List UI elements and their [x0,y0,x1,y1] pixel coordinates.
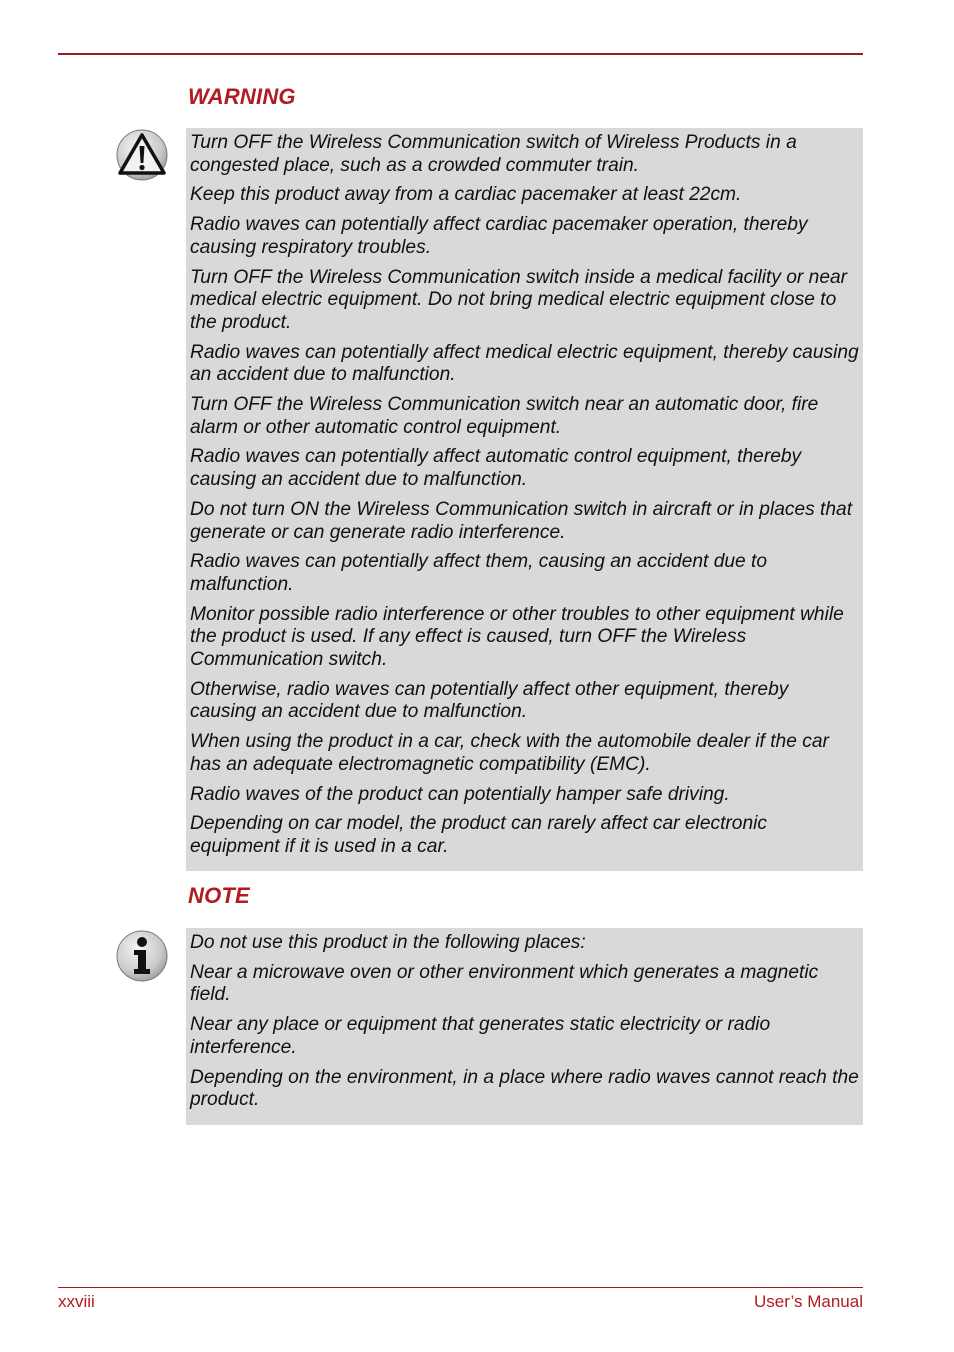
warning-paragraph: Radio waves can potentially affect cardiac pacemaker operation, thereby causing respiratory troubles. [190,214,808,258]
warning-paragraph: Do not turn ON the Wireless Communication switch in aircraft or in places that generate or can generate radio interference. [190,498,853,543]
header-rule [58,53,863,55]
warning-box [186,128,863,871]
page-number: xxviii [58,1292,95,1311]
warning-paragraph: Keep this product away from a cardiac pacemaker at least 22cm. [190,184,742,206]
info-icon [115,929,169,983]
warning-paragraph: Turn OFF the Wireless Communication switch of Wireless Products in a congested place, such as a crowded commuter train. [190,132,797,176]
note-paragraph: Do not use this product in the following places: [190,932,586,953]
warning-paragraph: Turn OFF the Wireless Communication switch inside a medical facility or near medical electric equipment. Do not bring medical electric equipment close to the product. [190,266,848,333]
warning-triangle-icon [115,128,169,182]
manual-title: User’s Manual [754,1292,863,1311]
note-paragraph: Near any place or equipment that generates static electricity or radio interference. [190,1014,771,1058]
warning-paragraph: Radio waves can potentially affect automatic control equipment, thereby causing an accident due to malfunction. [190,446,802,491]
note-heading: NOTE [188,883,250,908]
warning-paragraph: Turn OFF the Wireless Communication switch near an automatic door, fire alarm or other automatic control equipment. [190,394,819,438]
warning-paragraph: Radio waves of the product can potentially hamper safe driving. [190,783,730,805]
warning-heading: WARNING [188,84,296,109]
note-box [186,928,863,1125]
warning-paragraph: Radio waves can potentially affect them, causing an accident due to malfunction. [190,551,768,595]
footer-rule [58,1287,863,1288]
warning-paragraph: When using the product in a car, check with the automobile dealer if the car has an adequate electromagnetic compatibility (EMC). [190,731,829,775]
warning-paragraph: Depending on car model, the product can rarely affect car electronic equipment if it is used in a car. [190,813,768,857]
warning-paragraph: Otherwise, radio waves can potentially affect other equipment, thereby causing an accident due to malfunction. [190,678,789,723]
note-paragraph: Near a microwave oven or other environment which generates a magnetic field. [190,961,819,1006]
warning-paragraph: Radio waves can potentially affect medical electric equipment, thereby causing an accident due to malfunction. [190,341,859,386]
warning-paragraph: Monitor possible radio interference or other troubles to other equipment while the product is used. If any effect is caused, turn OFF the Wireless Communication switch. [190,603,844,671]
note-paragraph: Depending on the environment, in a place where radio waves cannot reach the product. [190,1066,859,1111]
